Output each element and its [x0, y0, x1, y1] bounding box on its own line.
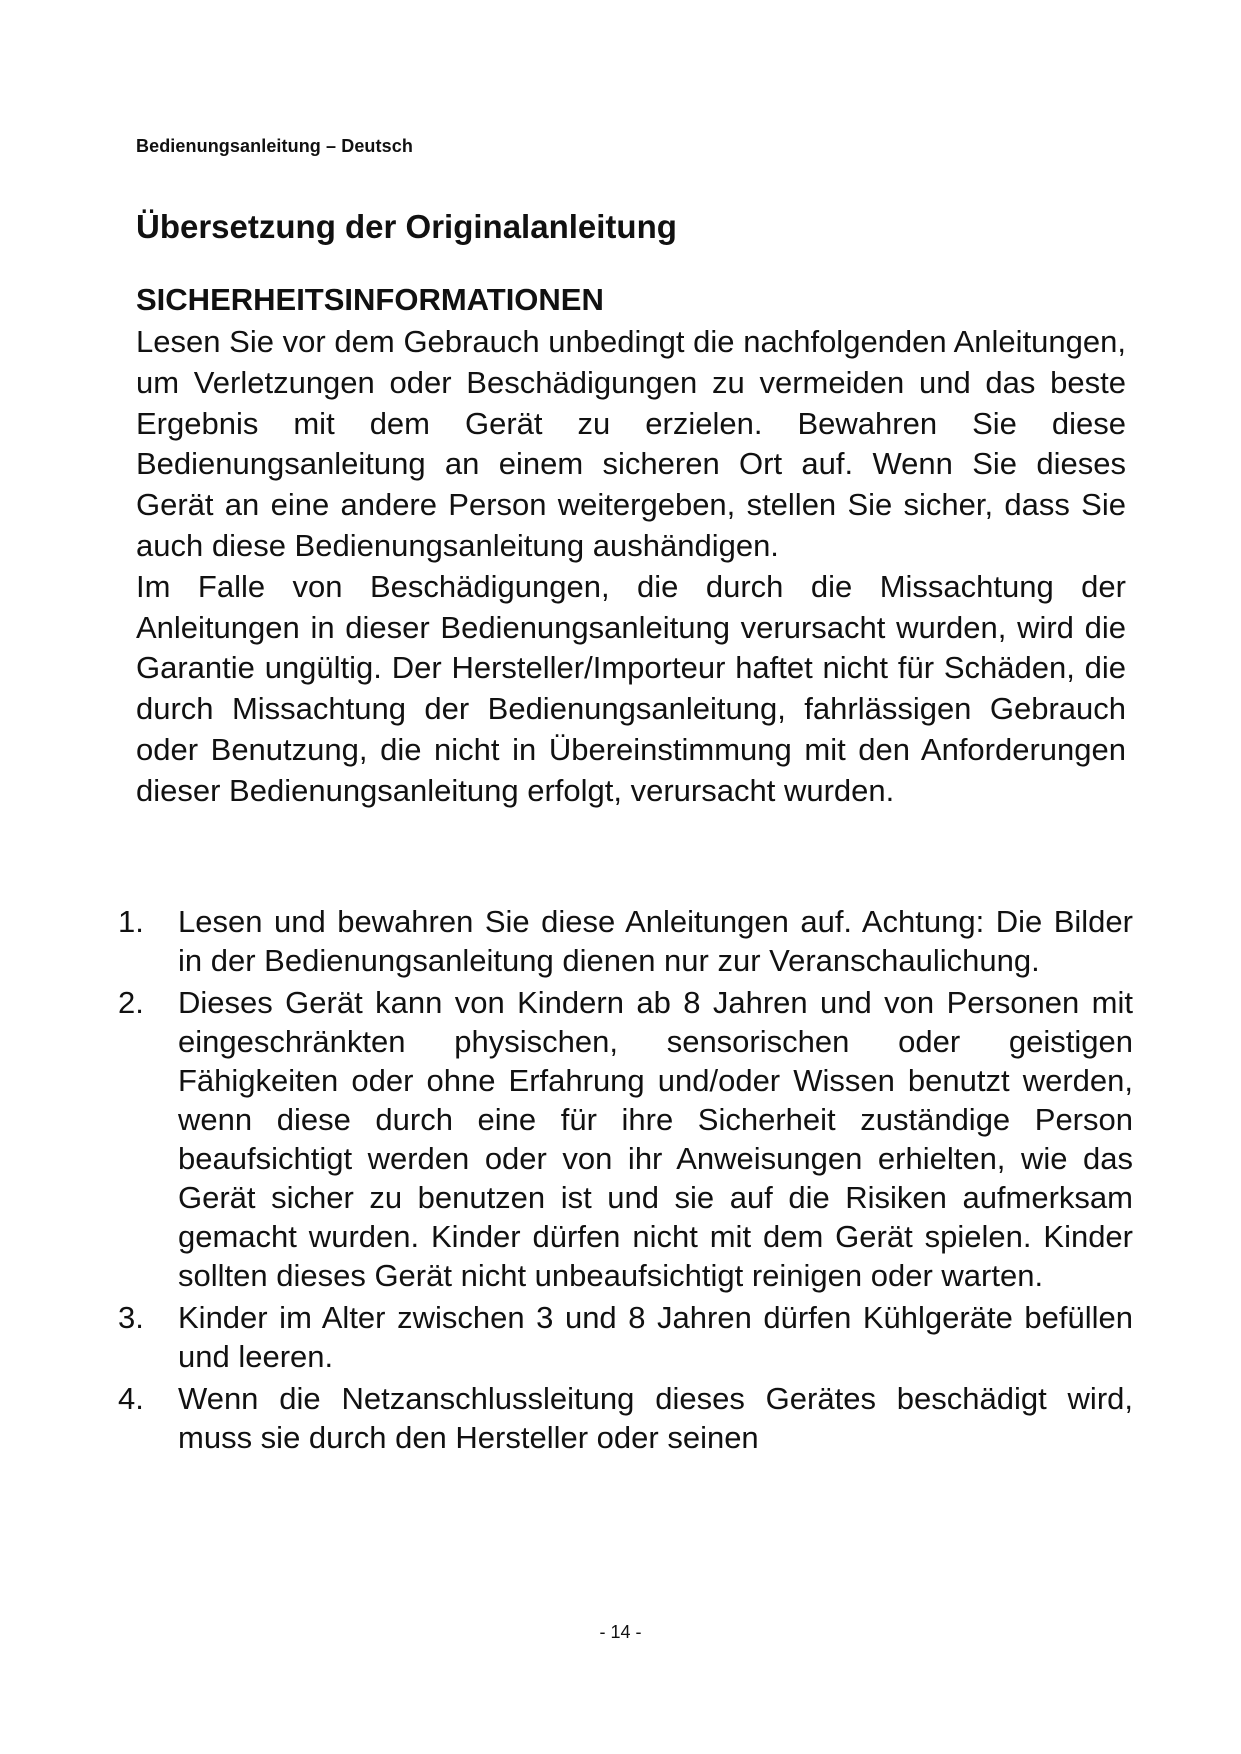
- list-item-number: 2.: [118, 985, 144, 1020]
- list-item-number: 3.: [118, 1300, 144, 1335]
- list-item-text: Kinder im Alter zwischen 3 und 8 Jahren dürfen Kühlgeräte befüllen und leeren.: [178, 1300, 1133, 1374]
- page-title: Übersetzung der Originalanleitung: [136, 208, 677, 245]
- warranty-paragraph: Im Falle von Beschädigungen, die durch die Missachtung der Anleitungen in dieser Bedienungsanleitung verursacht wurden, wird die Garantie ungültig. Der Hersteller/Importeur haftet nicht für Schäden, die durch Missachtung der Bedienungsanleitung, fahrlässigen Gebrauch oder Benutzung, die nicht in Übereinstimmung mit den Anforderungen dieser Bedienungsanleitung erfolgt, verursacht wurden.: [136, 568, 1126, 808]
- page-header: Bedienungsanleitung – Deutsch: [136, 136, 413, 156]
- section-heading: SICHERHEITSINFORMATIONEN: [136, 282, 604, 317]
- list-item: [118, 902, 1133, 980]
- list-item: [118, 1298, 1133, 1376]
- safety-list: [118, 902, 1133, 1460]
- list-item-number: 1.: [118, 904, 144, 939]
- list-item-text: Wenn die Netzanschlussleitung dieses Gerätes beschädigt wird, muss sie durch den Hersteller oder seinen: [178, 1381, 1133, 1455]
- intro-text: [136, 322, 1126, 812]
- intro-paragraph: Lesen Sie vor dem Gebrauch unbedingt die nachfolgenden Anleitungen, um Verletzungen oder Beschädigungen zu vermeiden und das beste Ergebnis mit dem Gerät zu erzielen. Bewahren Sie diese Bedienungsanleitung an einem sicheren Ort auf. Wenn Sie dieses Gerät an eine andere Person weitergeben, stellen Sie sicher, dass Sie auch diese Bedienungsanleitung aushändigen.: [136, 324, 1126, 563]
- list-item-number: 4.: [118, 1381, 144, 1416]
- list-item: [118, 1379, 1133, 1457]
- list-item: [118, 983, 1133, 1295]
- list-item-text: Dieses Gerät kann von Kindern ab 8 Jahren und von Personen mit eingeschränkten physischen, sensorischen oder geistigen Fähigkeiten oder ohne Erfahrung und/oder Wissen benutzt werden, wenn diese durch eine für ihre Sicherheit zuständige Person beaufsichtigt werden oder von ihr Anweisungen erhielten, wie das Gerät sicher zu benutzen ist und sie auf die Risiken aufmerksam gemacht wurden. Kinder dürfen nicht mit dem Gerät spielen. Kinder sollten dieses Gerät nicht unbeaufsichtigt reinigen oder warten.: [178, 985, 1133, 1293]
- list-item-text: Lesen und bewahren Sie diese Anleitungen auf. Achtung: Die Bilder in der Bedienungsanleitung dienen nur zur Veranschaulichung.: [178, 904, 1133, 978]
- page-number: - 14 -: [599, 1622, 642, 1642]
